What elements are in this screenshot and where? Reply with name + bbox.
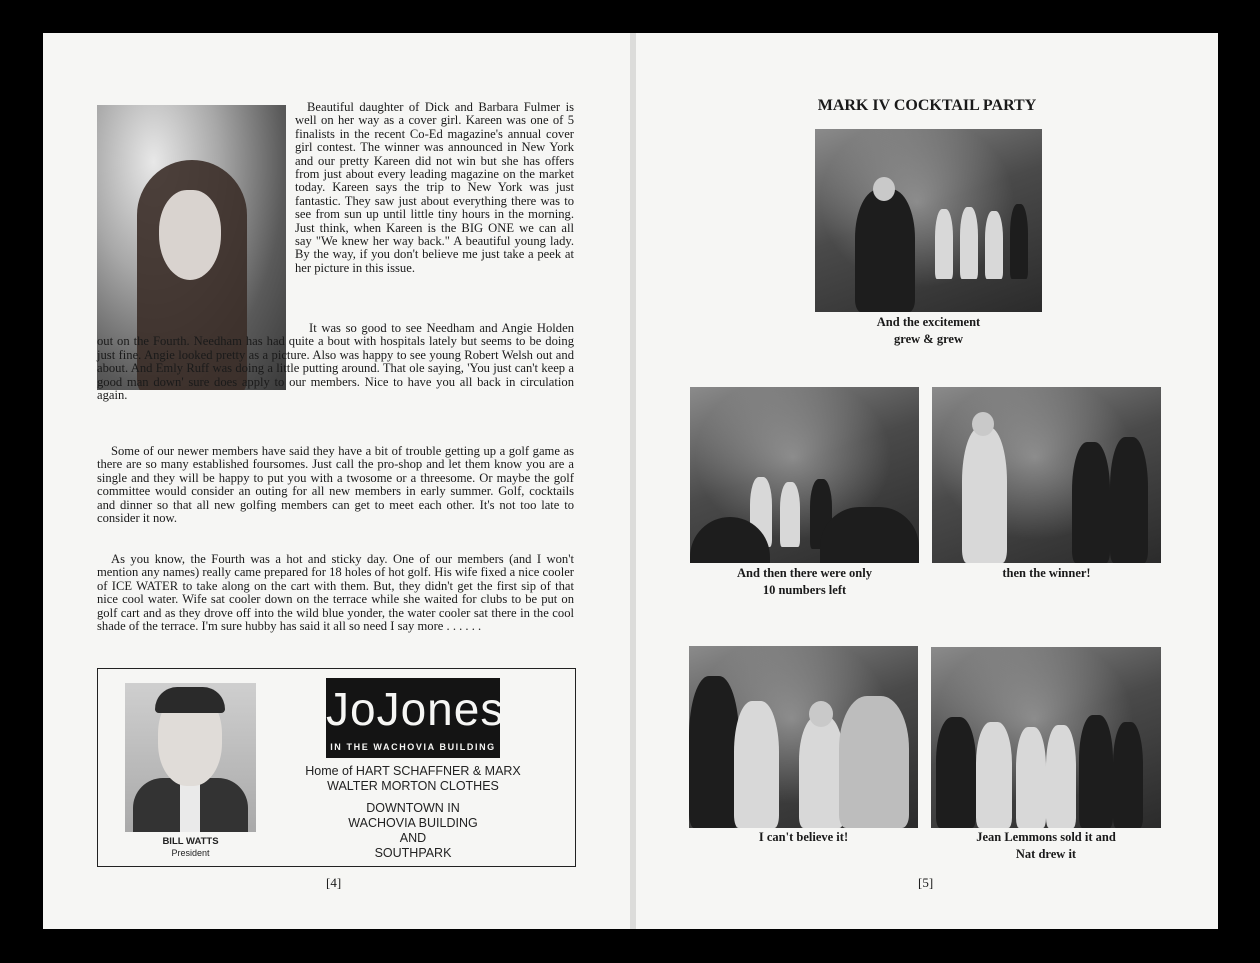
caption-ten-numbers <box>690 565 919 598</box>
logo-subtitle: IN THE WACHOVIA BUILDING <box>330 742 496 752</box>
right-page <box>636 33 1218 929</box>
caption-jean-lemmons-line-1: Jean Lemmons sold it and <box>976 830 1116 844</box>
caption-jean-lemmons-line-2: Nat drew it <box>1015 846 1077 861</box>
ad-line-2: WALTER MORTON CLOTHES <box>327 779 499 793</box>
page-number-left: [4] <box>326 875 342 890</box>
caption-excitement-line-1: And the excitement <box>876 315 981 329</box>
fourth-paragraph: As you know, the Fourth was a hot and sticky day. One of our members (and I won't mention any names) really came prepared for 18 holes of hot golf. His wife fixed a nice cooler of ICE WATER to take along on the cart with them. But, they didn't get the first sip of that nice cool water. Wife sat cooler down on the terrace while she waited for clubs to be put on golf cart and as they drove off into the wild blue yonder, the water cooler sat there in the cool shade of the terrace. I'm sure hubby has said it all so need I say more . . . . . . <box>97 552 574 634</box>
ad-location-4: SOUTHPARK <box>374 846 452 860</box>
left-page <box>43 33 630 929</box>
holden-paragraph: It was so good to see Needham and Angie Holden out on the Fourth. Needham has had quite a bout with hospitals lately but seems to be doing just fine. Angie looked pretty as a picture. Also was happy to see young Robert Welsh out and about. And Emly Ruff was doing a little putting around. That ole saying, 'You just can't keep a good man down' sure does apply to our members. Nice to have you all back in circulation again. <box>97 321 574 403</box>
caption-cant-believe: I can't believe it! <box>758 830 849 844</box>
caption-jean-lemmons <box>931 829 1161 862</box>
caption-excitement-line-2: grew & grew <box>894 331 963 346</box>
page-title: MARK IV COCKTAIL PARTY <box>817 97 1037 114</box>
ad-location-1: DOWNTOWN IN <box>366 801 460 815</box>
golf-paragraph: Some of our newer members have said they have a bit of trouble getting up a golf game as there are so many established foursomes. Just call the pro-shop and let them know you are a single and they will be happy to put you with a twosome or a threesome. Or maybe the golf committee would consider an outing for all new members in early summer. Golf, cocktails and dinner so that all new golfing members can get to meet each other. It's not too late to consider it now. <box>97 444 574 526</box>
ad-person-title: President <box>171 848 210 858</box>
logo-text: JoJones <box>326 683 505 735</box>
kareen-paragraph: Beautiful daughter of Dick and Barbara Fulmer is well on her way as a cover girl. Kareen was one of 5 finalists in the recent Co-Ed magazine's annual cover girl contest. The winner was announced in New York and our pretty Kareen did not win but she has offers from just about every leading magazine on the market today. Kareen says the trip to New York was just fantastic. They saw just about everything there was to see from sun up until little tiny hours in the morning. Just think, when Kareen is the BIG ONE we can all say "We knew her way back." A beautiful young lady. By the way, if you don't believe me just take a peek at her picture in this issue. <box>295 100 574 275</box>
ad-location-2: WACHOVIA BUILDING <box>348 816 478 830</box>
ad-person-name: BILL WATTS <box>162 836 219 847</box>
caption-ten-numbers-line-1: And then there were only <box>737 566 872 580</box>
party-photo-excitement <box>815 129 1042 312</box>
page-number-right: [5] <box>918 875 934 890</box>
jojones-advertisement <box>97 668 576 867</box>
party-photo-jean-lemmons <box>931 647 1161 828</box>
caption-excitement <box>815 314 1042 347</box>
bill-watts-photo <box>125 683 256 832</box>
party-photo-cant-believe <box>689 646 918 828</box>
caption-winner: then the winner! <box>1002 566 1091 580</box>
party-photo-winner <box>932 387 1161 563</box>
caption-ten-numbers-line-2: 10 numbers left <box>762 582 847 597</box>
ad-location-3: AND <box>399 831 427 845</box>
jojones-logo <box>326 678 505 758</box>
ad-line-1: Home of HART SCHAFFNER & MARX <box>305 764 521 778</box>
party-photo-ten-numbers <box>690 387 919 563</box>
